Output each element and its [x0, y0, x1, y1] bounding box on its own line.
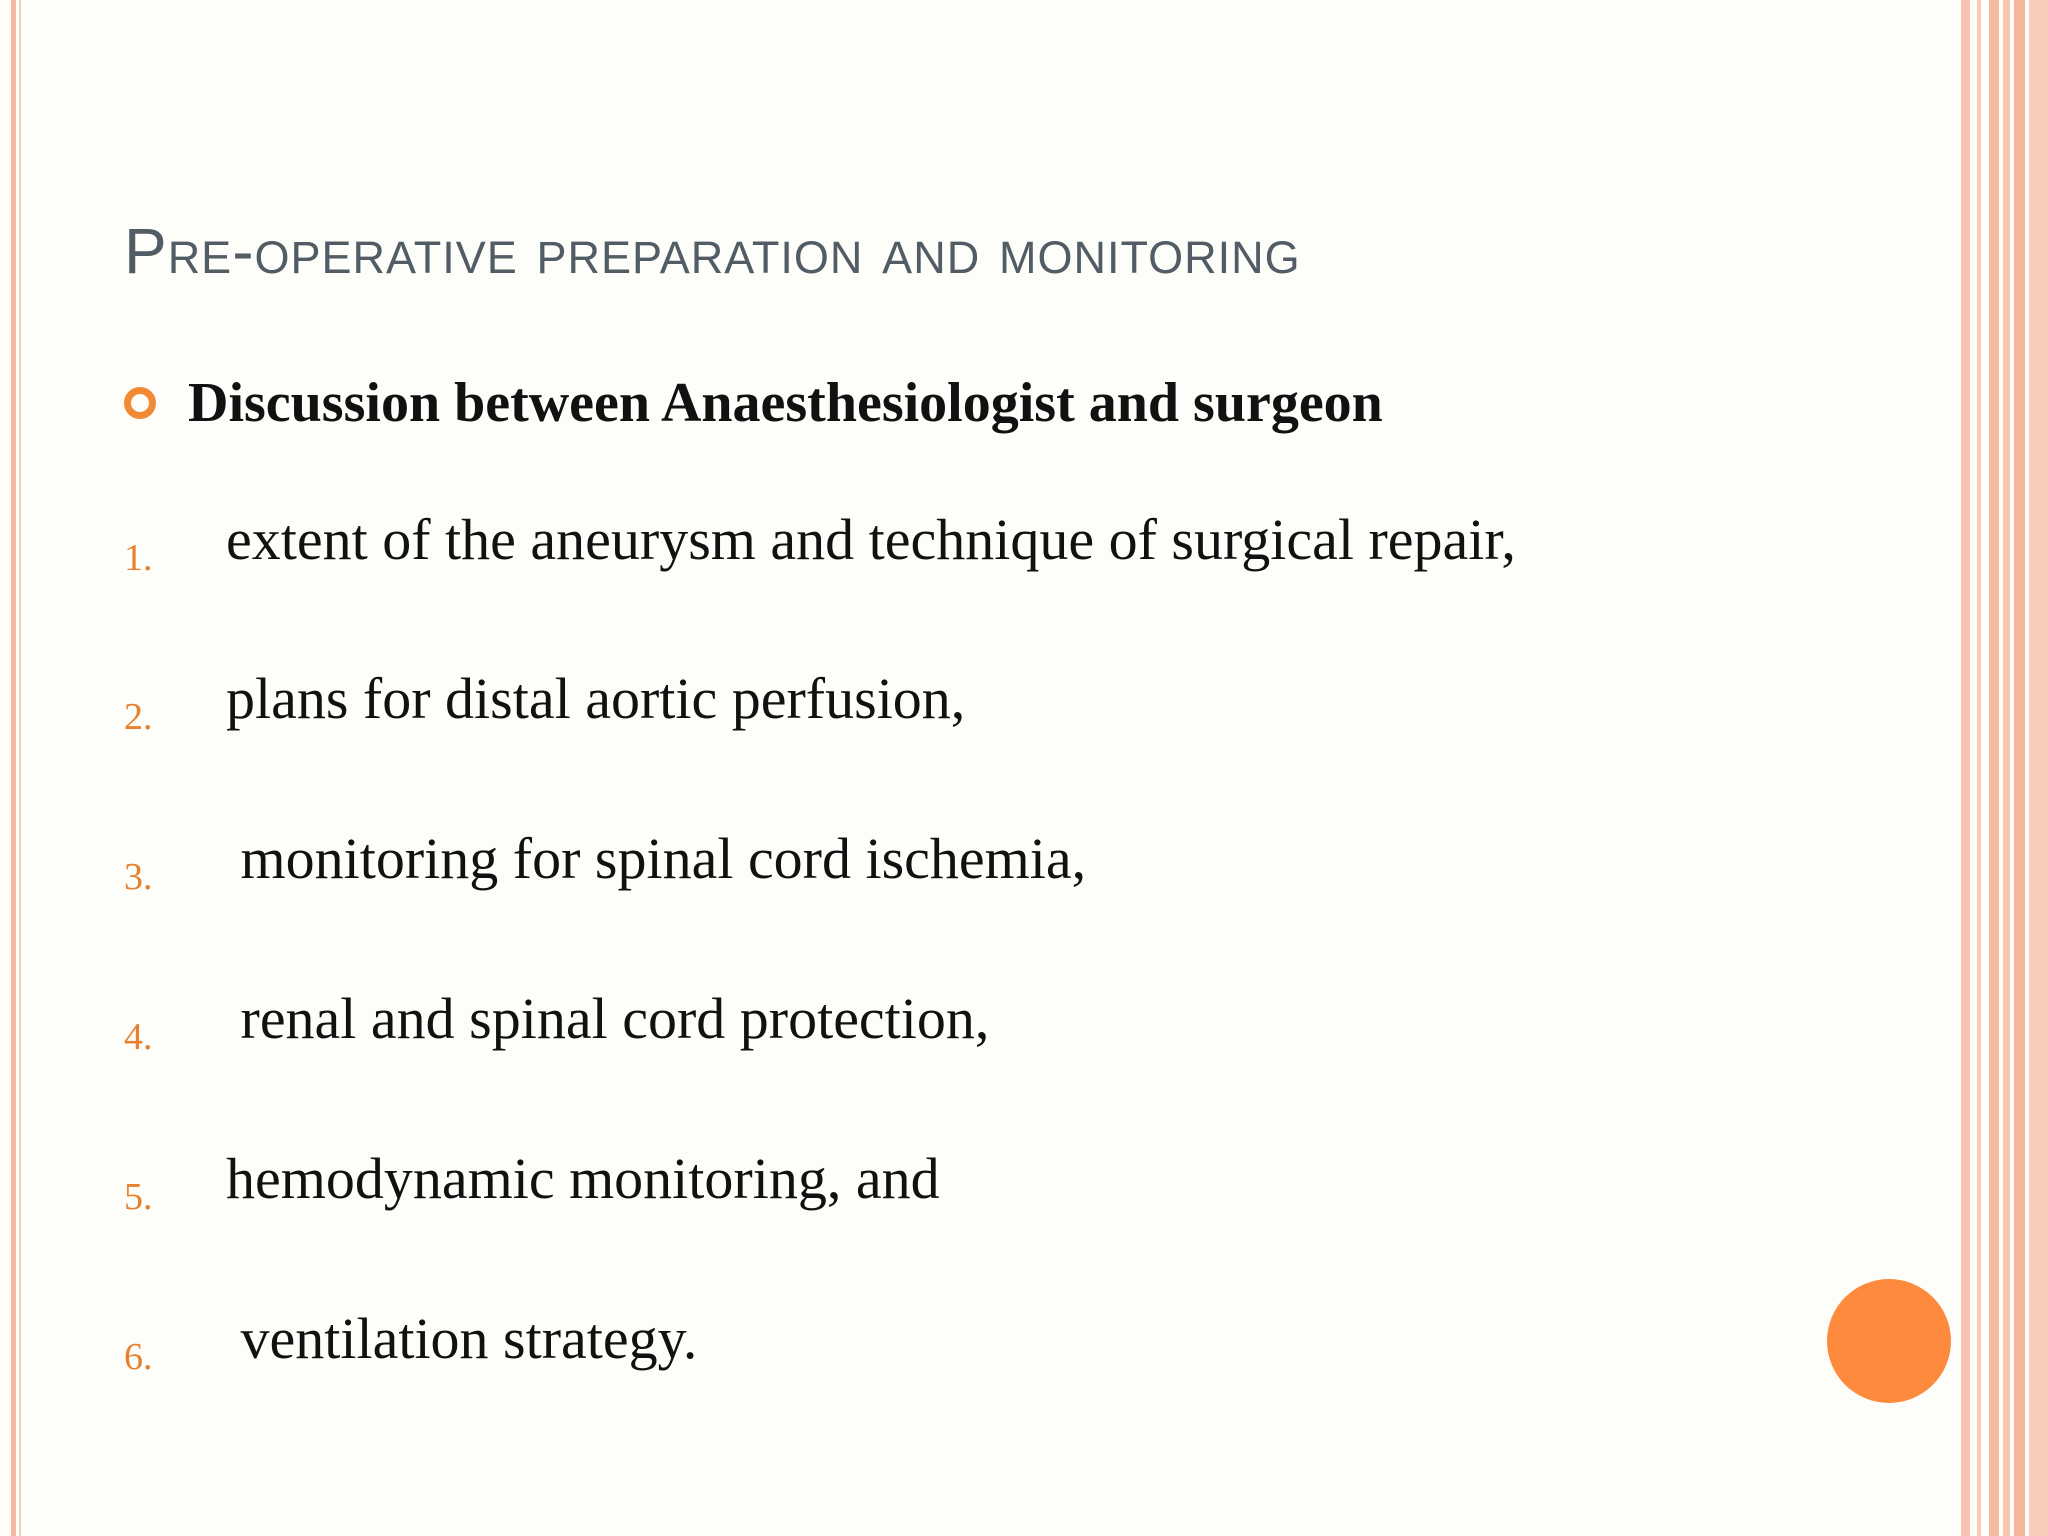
right-stripe: [1977, 0, 1981, 1536]
right-stripe: [2014, 0, 2025, 1536]
list-item-number: 1.: [124, 537, 153, 579]
ring-bullet-icon: [124, 387, 156, 419]
slide-title: Pre-operative preparation and monitoring: [124, 215, 1301, 287]
right-stripe: [1989, 0, 1999, 1536]
left-border-line: [11, 0, 16, 1536]
right-stripe: [2003, 0, 2010, 1536]
left-border-line-thin: [19, 0, 21, 1536]
decorative-circle-icon: [1827, 1279, 1951, 1403]
list-item-text: hemodynamic monitoring, and: [226, 1146, 940, 1211]
main-bullet: [124, 368, 1383, 438]
list-item-number: 3.: [124, 856, 153, 898]
list-item-text: renal and spinal cord protection,: [226, 986, 990, 1051]
right-stripe: [1961, 0, 1970, 1536]
main-bullet-text: Discussion between Anaesthesiologist and surgeon: [188, 372, 1383, 434]
right-stripe: [2029, 0, 2048, 1536]
list-item-text: monitoring for spinal cord ischemia,: [226, 826, 1087, 891]
list-item-number: 6.: [124, 1336, 153, 1378]
list-item-text: ventilation strategy.: [226, 1306, 698, 1371]
list-item-number: 4.: [124, 1016, 153, 1058]
list-item-number: 5.: [124, 1176, 153, 1218]
list-item-text: extent of the aneurysm and technique of surgical repair,: [226, 507, 1516, 572]
list-item-text: plans for distal aortic perfusion,: [226, 666, 966, 731]
list-item-number: 2.: [124, 696, 153, 738]
